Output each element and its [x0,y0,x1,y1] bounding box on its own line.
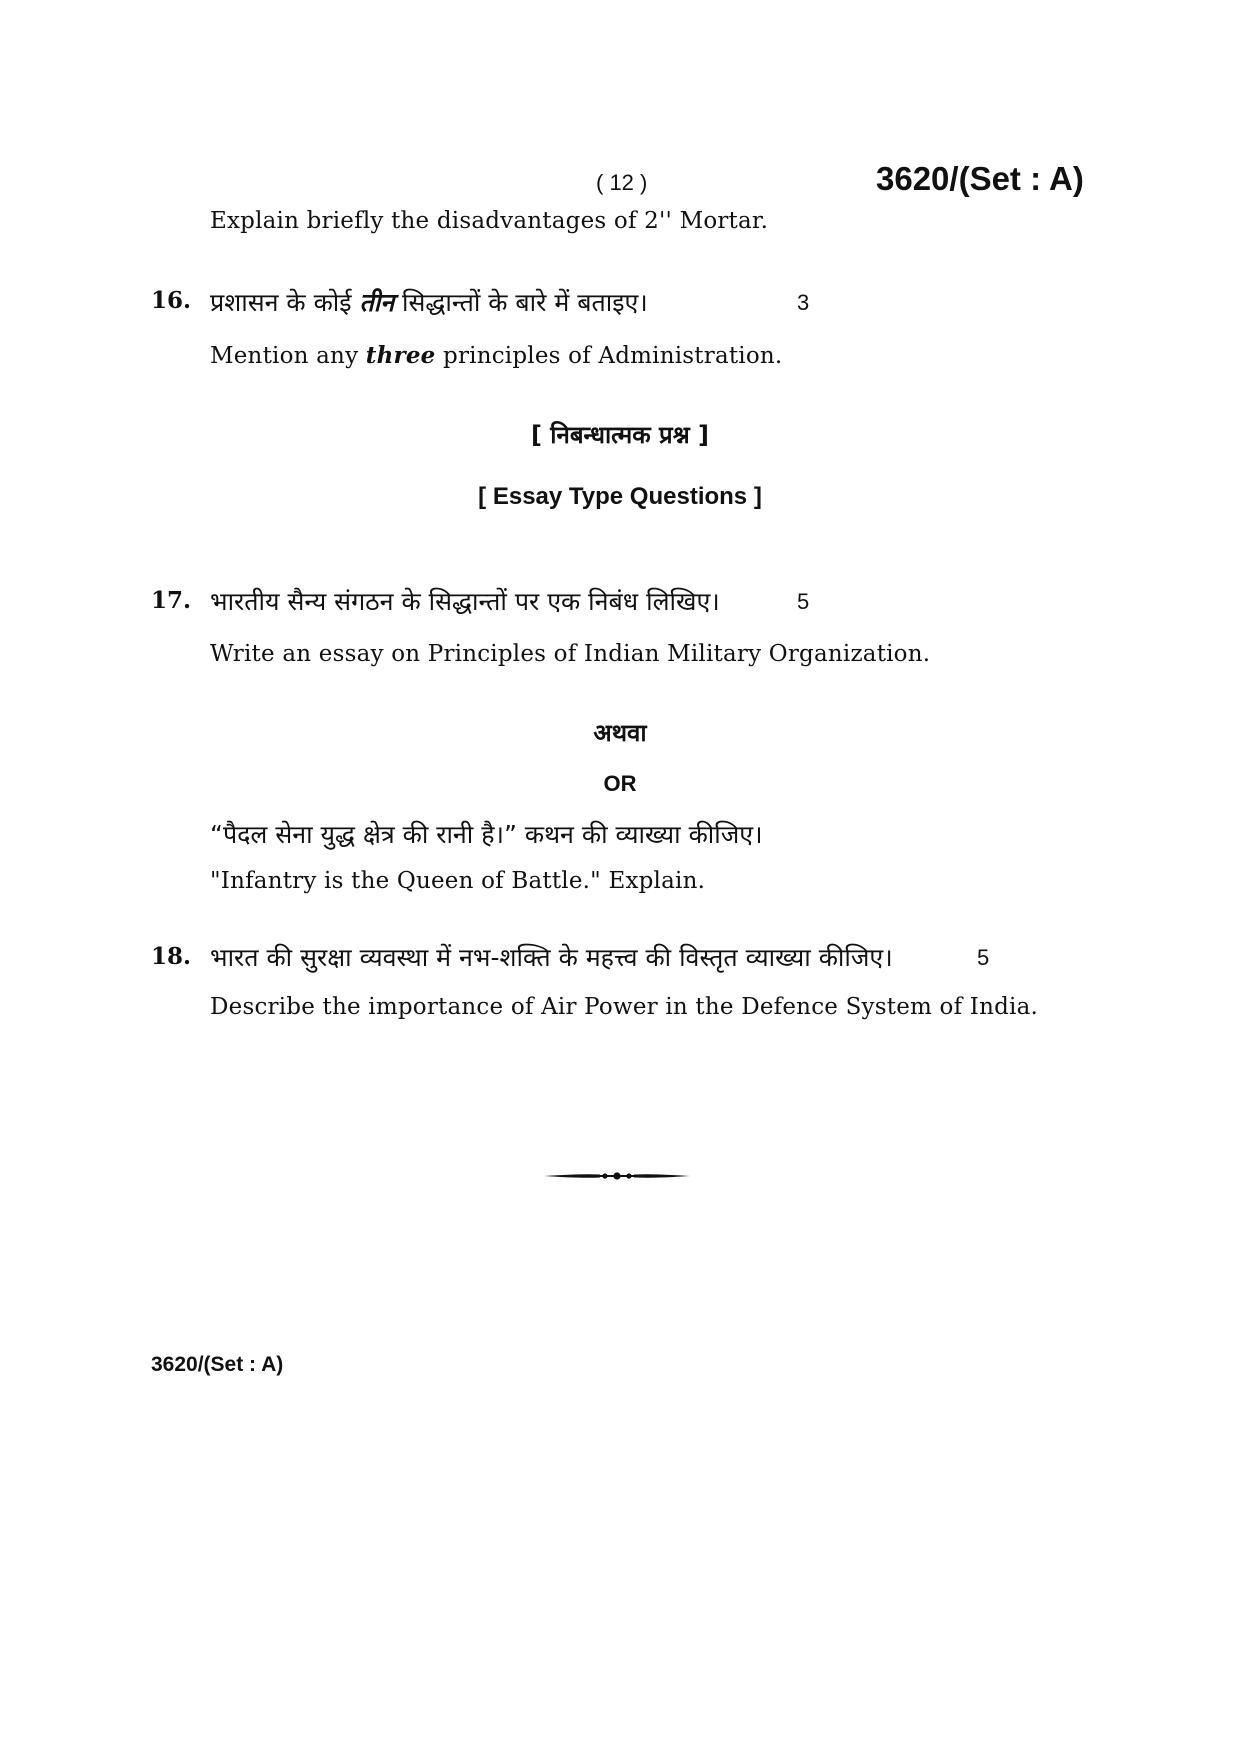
q16-english-text [210,342,782,369]
q17-or-hindi: अथवा [593,719,647,747]
q17-hindi-text: भारतीय सैन्य संगठन के सिद्धान्तों पर एक निबंध लिखिए। [210,587,720,616]
q17-marks: 5 [797,589,810,614]
q18-marks: 5 [977,945,990,970]
q16-hindi-after: सिद्धान्तों के बारे में बताइए। [402,288,648,317]
q16-hindi-before: प्रशासन के कोई [210,288,352,317]
q17-number: 17. [151,587,192,614]
q18-english-text: Describe the importance of Air Power in the Defence System of India. [210,994,1038,1020]
q15-english-text: Explain briefly the disadvantages of 2'' Mortar. [210,208,769,234]
paper-code-footer: 3620/(Set : A) [151,1353,284,1376]
page-number: ( 12 ) [596,170,648,195]
q16-hindi-emphasis: तीन [359,288,395,317]
q18-number: 18. [151,943,192,970]
q16-english-after: principles of Administration. [443,343,783,369]
q16-hindi-text [210,285,648,319]
q18-hindi-text: भारत की सुरक्षा व्यवस्था में नभ-शक्ति के महत्त्व की विस्तृत व्याख्या कीजिए। [210,943,893,972]
section-heading-english: [ Essay Type Questions ] [478,483,762,510]
q16-english-emphasis: three [365,342,436,369]
paper-code-header: 3620/(Set : A) [876,160,1084,197]
section-heading-hindi: [ निबन्धात्मक प्रश्न ] [530,421,710,449]
q17-alt-english-text: "Infantry is the Queen of Battle." Explain. [210,868,706,894]
q16-marks: 3 [797,290,810,315]
q16-number: 16. [151,287,192,314]
q17-alt-hindi-text: “पैदल सेना युद्ध क्षेत्र की रानी है।” कथन की व्याख्या कीजिए। [210,820,763,849]
end-ornament [542,1166,692,1186]
q17-or-english: OR [603,771,637,796]
q17-english-text: Write an essay on Principles of Indian Military Organization. [210,641,931,667]
q16-english-before: Mention any [210,343,359,369]
